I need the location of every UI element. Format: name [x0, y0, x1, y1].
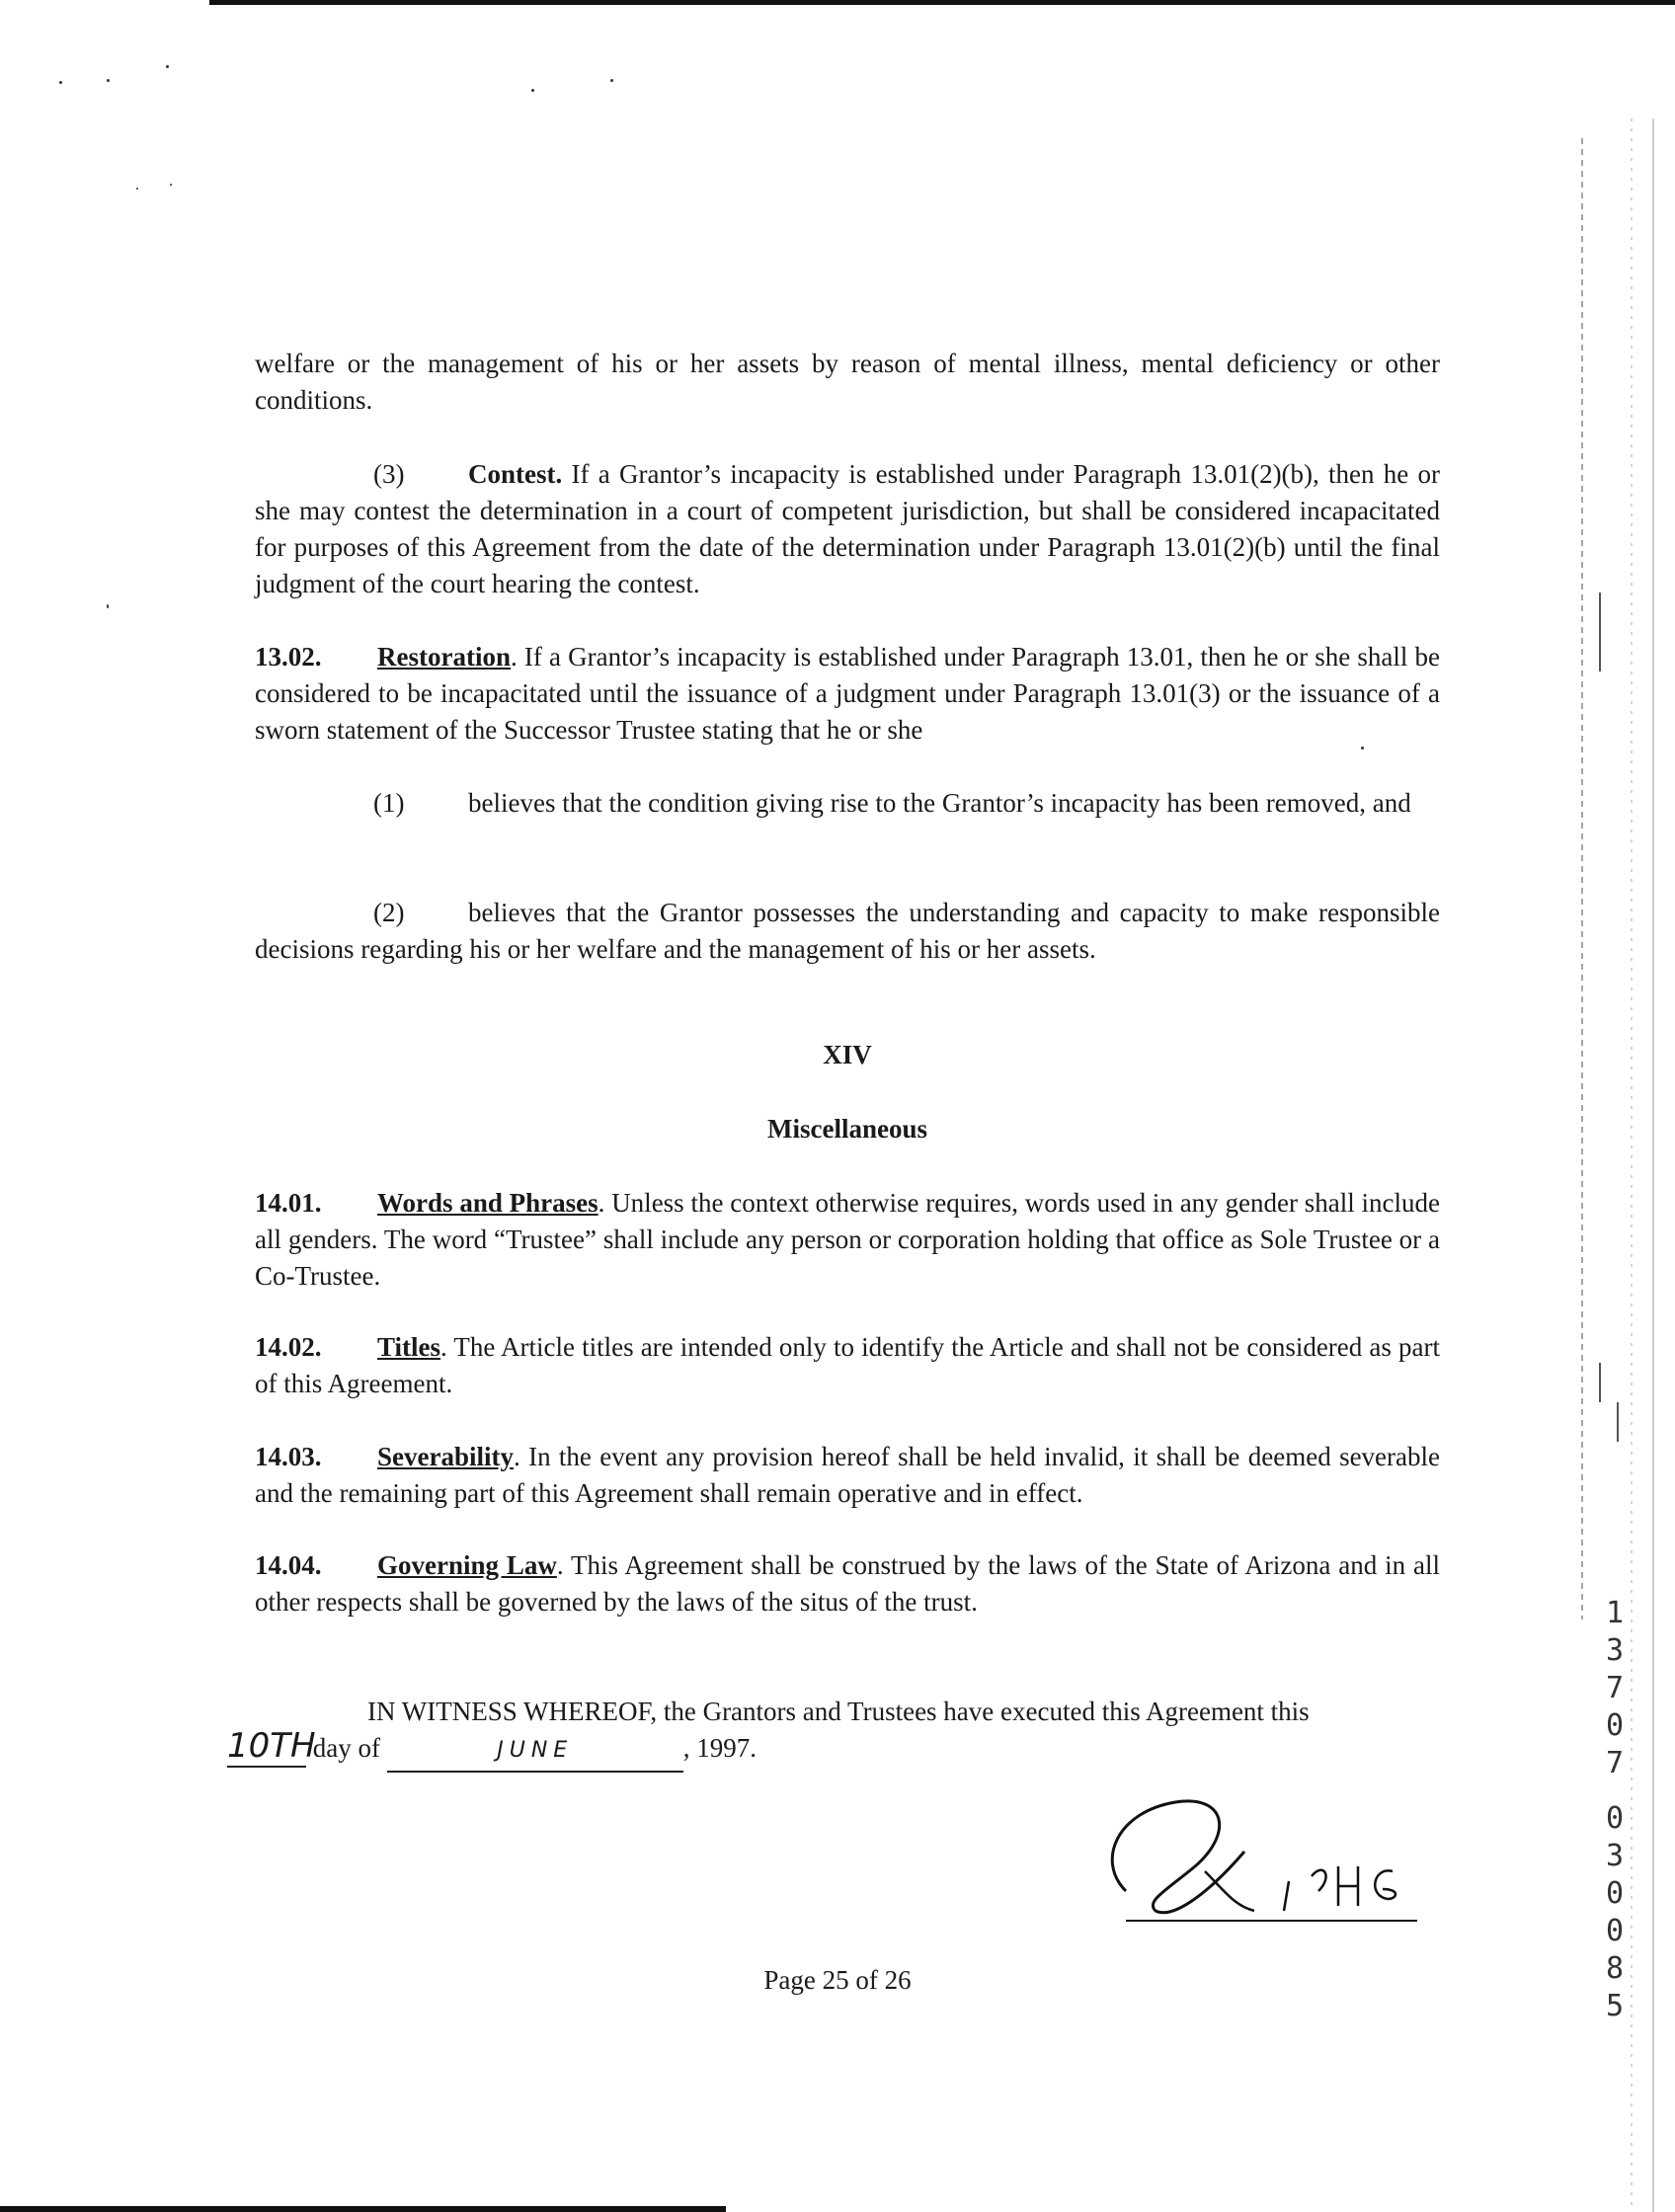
section-text: . The Article titles are intended only to identify the Article and shall not be considered as part of this Agreement. — [255, 1332, 1440, 1398]
bottom-scan-border — [0, 2206, 726, 2212]
side-digit: 8 — [1605, 1951, 1625, 1986]
article-title: Miscellaneous — [767, 1114, 927, 1144]
item-1 — [255, 785, 1440, 822]
section-number: 14.04. — [255, 1550, 322, 1580]
item-title: Contest. — [468, 459, 563, 489]
handwritten-day: 10TH — [227, 1726, 316, 1766]
item-text: If a Grantor’s incapacity is established under Paragraph 13.01(2)(b), then he or she may contest the determination in a court of competent jurisdiction, but shall be considered incapacitated for purposes of this Agreement from the date of the determination under Paragraph 13.01(2)(b) until the final judgment of the court hearing the contest. — [255, 459, 1441, 598]
section-title: Restoration — [377, 642, 511, 672]
section-text: . This Agreement shall be construed by the laws of the State of Arizona and in all other respects shall be governed by the laws of the situs of the trust. — [255, 1550, 1440, 1617]
item-text: believes that the Grantor possesses the understanding and capacity to make responsible decisions regarding his or her welfare and the management of his or her assets. — [255, 898, 1440, 964]
section-number: 14.02. — [255, 1332, 322, 1362]
signature-graphic — [1086, 1782, 1422, 1936]
page-footer: Page 25 of 26 — [763, 1965, 912, 1995]
item-number: (2) — [373, 898, 405, 927]
section-14-02 — [255, 1329, 1440, 1402]
section-14-03 — [255, 1439, 1440, 1512]
side-digit: 3 — [1605, 1839, 1625, 1873]
section-title: Governing Law — [377, 1550, 557, 1580]
paragraph-continuation — [255, 346, 1440, 419]
side-document-number — [1600, 1595, 1630, 2025]
section-text: . Unless the context otherwise requires, words used in any gender shall include all genders. The word “Trustee” shall include any person or corporation holding that office as Sole Trustee or a Co-Trustee. — [255, 1188, 1440, 1291]
item-2 — [255, 895, 1440, 968]
item-text: believes that the condition giving rise to the Grantor’s incapacity has been removed, and — [468, 788, 1411, 818]
witness-date-line — [227, 1726, 1116, 1773]
side-digit: 7 — [1605, 1671, 1625, 1705]
section-14-04 — [255, 1547, 1440, 1620]
section-text: . If a Grantor’s incapacity is established under Paragraph 13.01, then he or she shall be considered to be incapacitated until the issuance of a judgment under Paragraph 13.01(3) or the issuance of a sworn statement of the Successor Trustee stating that he or she — [255, 642, 1440, 745]
section-text: . In the event any provision hereof shall be held invalid, it shall be deemed severable and the remaining part of this Agreement shall remain operative and in effect. — [255, 1442, 1440, 1508]
witness-text: IN WITNESS WHEREOF, the Grantors and Trustees have executed this Agreement this — [367, 1697, 1310, 1726]
paragraph-text: welfare or the management of his or her assets by reason of mental illness, mental deficiency or other conditions. — [255, 349, 1440, 415]
top-scan-border — [209, 0, 1675, 5]
section-number: 14.03. — [255, 1442, 322, 1471]
article-number: XIV — [823, 1040, 872, 1069]
side-digit: 0 — [1605, 1914, 1625, 1948]
item-number: (1) — [373, 788, 405, 818]
section-14-01 — [255, 1185, 1440, 1295]
section-number: 13.02. — [255, 642, 322, 672]
witness-year: , 1997. — [682, 1733, 757, 1763]
side-digit: 3 — [1605, 1633, 1625, 1668]
side-digit: 7 — [1605, 1746, 1625, 1780]
item-number: (3) — [373, 459, 405, 489]
side-digit: 5 — [1605, 1989, 1625, 2023]
section-number: 14.01. — [255, 1188, 322, 1218]
day-label: day of — [312, 1733, 380, 1763]
section-title: Titles — [377, 1332, 441, 1362]
paragraph-13-01-3 — [255, 456, 1440, 602]
side-digit: 0 — [1605, 1876, 1625, 1911]
handwritten-month: JUNE — [387, 1731, 683, 1773]
side-digit: 1 — [1605, 1596, 1625, 1630]
section-title: Words and Phrases — [377, 1188, 598, 1218]
section-13-02 — [255, 639, 1440, 749]
side-digit: 0 — [1605, 1708, 1625, 1743]
side-digit: 0 — [1605, 1801, 1625, 1836]
section-title: Severability — [377, 1442, 514, 1471]
